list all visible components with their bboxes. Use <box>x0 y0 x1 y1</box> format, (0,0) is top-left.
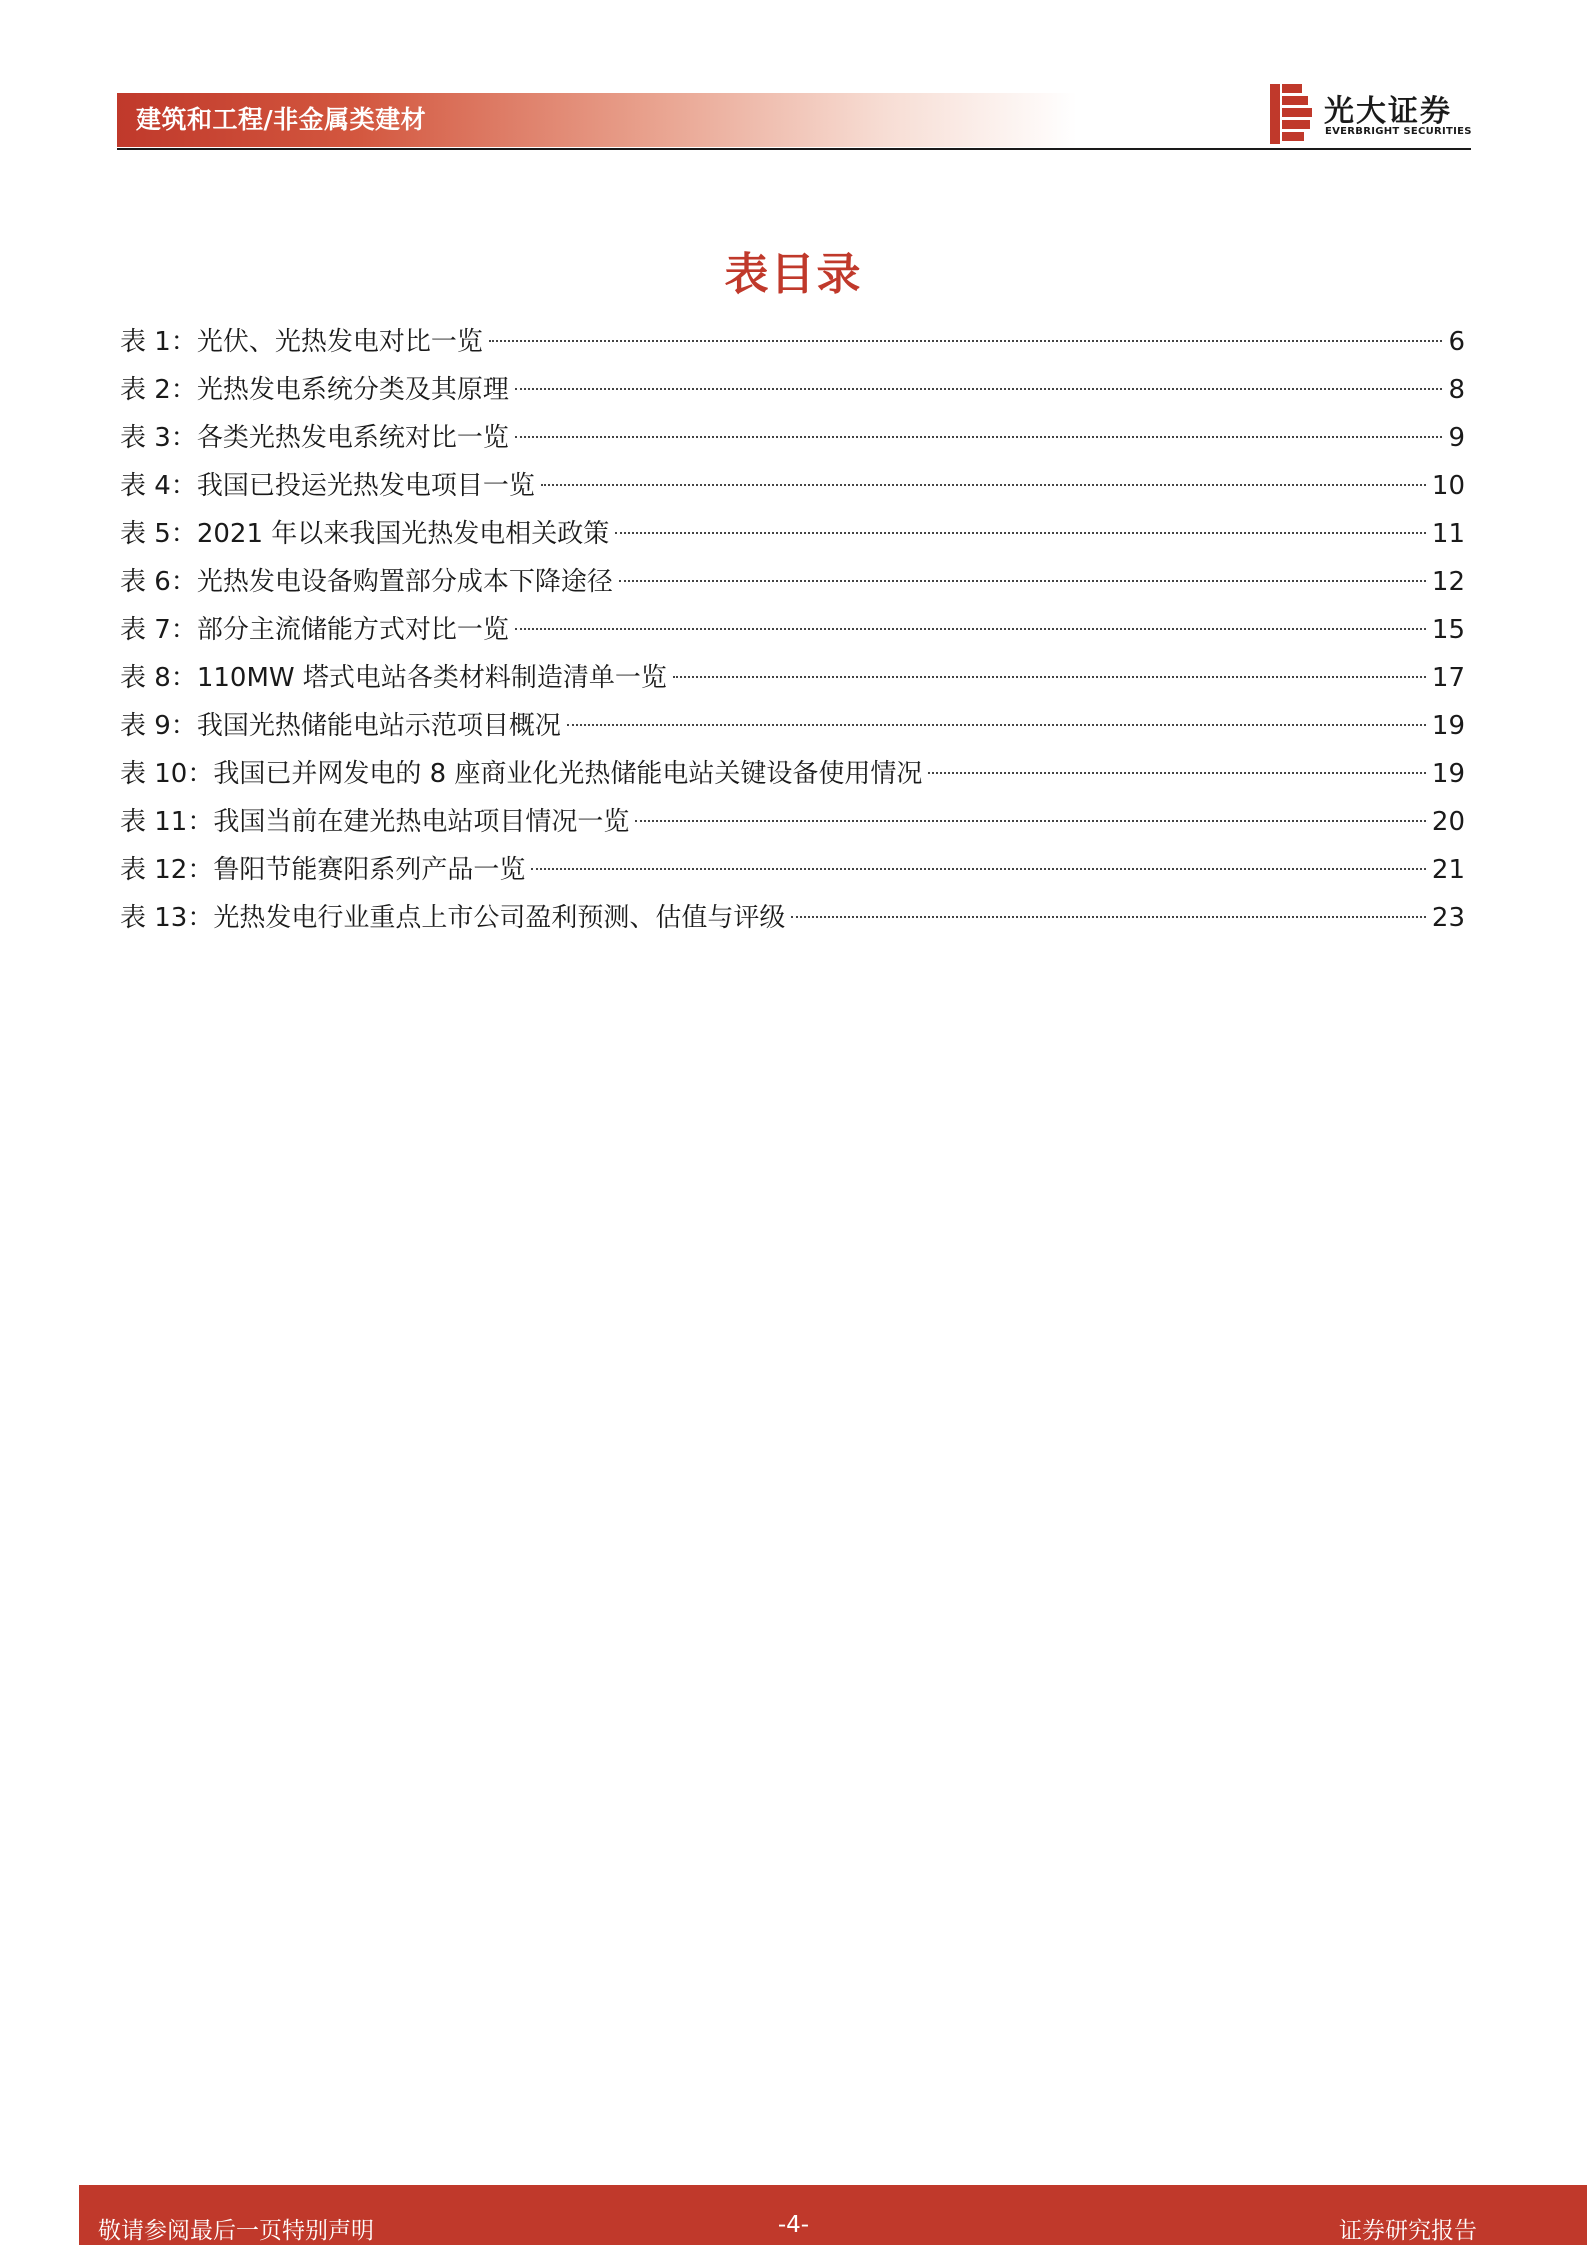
toc-dot-leader <box>635 820 1426 822</box>
toc-entry-page: 9 <box>1448 423 1465 453</box>
toc-entry-label: 表 9： <box>120 711 197 741</box>
toc-entry[interactable] <box>120 510 1465 558</box>
toc-entry[interactable] <box>120 318 1465 366</box>
toc-entry[interactable] <box>120 846 1465 894</box>
toc-entry-title: 110MW 塔式电站各类材料制造清单一览 <box>196 663 667 693</box>
toc-entry-label: 表 2： <box>120 375 197 405</box>
toc-entry-page: 12 <box>1431 567 1465 597</box>
toc-entry-page: 21 <box>1431 855 1465 885</box>
toc-entry-label: 表 11： <box>120 807 214 837</box>
toc-entry-label: 表 3： <box>120 423 197 453</box>
toc-dot-leader <box>619 580 1426 582</box>
toc-entry-label: 表 7： <box>120 615 197 645</box>
footer-report-type: 证券研究报告 <box>1339 2218 1477 2244</box>
toc-entry-label: 表 1： <box>120 327 197 357</box>
toc-entry-label: 表 5： <box>120 519 197 549</box>
toc-dot-leader <box>515 628 1426 630</box>
toc-entry-label: 表 12： <box>120 855 214 885</box>
toc-entry-label: 表 10： <box>120 759 214 789</box>
toc-entry-title: 光伏、光热发电对比一览 <box>196 327 483 357</box>
toc-entry[interactable] <box>120 702 1465 750</box>
logo-english-name: EVERBRIGHT SECURITIES <box>1325 126 1472 137</box>
toc-dot-leader <box>489 340 1443 342</box>
everbright-logo-icon <box>1270 84 1312 144</box>
toc-entry[interactable] <box>120 606 1465 654</box>
toc-entry-page: 6 <box>1448 327 1465 357</box>
toc-entry[interactable] <box>120 894 1465 942</box>
toc-entry-page: 17 <box>1431 663 1465 693</box>
toc-entry-title: 2021 年以来我国光热发电相关政策 <box>196 519 610 549</box>
toc-entry-label: 表 4： <box>120 471 197 501</box>
toc-dot-leader <box>673 676 1426 678</box>
toc-entry-page: 23 <box>1431 903 1465 933</box>
header-divider <box>117 148 1471 150</box>
toc-dot-leader <box>531 868 1426 870</box>
toc-entry[interactable] <box>120 414 1465 462</box>
toc-entry-title: 我国当前在建光热电站项目情况一览 <box>213 807 630 837</box>
toc-dot-leader <box>515 436 1443 438</box>
toc-entry-page: 19 <box>1431 711 1465 741</box>
toc-entry-title: 各类光热发电系统对比一览 <box>196 423 509 453</box>
toc-entry-title: 我国光热储能电站示范项目概况 <box>196 711 561 741</box>
toc-dot-leader <box>567 724 1426 726</box>
toc-entry[interactable] <box>120 462 1465 510</box>
brand-logo <box>1270 84 1470 144</box>
toc-entry-page: 11 <box>1431 519 1465 549</box>
page-number: -4- <box>777 2212 810 2238</box>
toc-dot-leader <box>928 772 1425 774</box>
toc-dot-leader <box>615 532 1426 534</box>
toc-entry-page: 15 <box>1431 615 1465 645</box>
toc-entry-label: 表 8： <box>120 663 197 693</box>
toc-entry-title: 鲁阳节能赛阳系列产品一览 <box>213 855 526 885</box>
toc-entry-page: 20 <box>1431 807 1465 837</box>
toc-entry[interactable] <box>120 558 1465 606</box>
header-section-title: 建筑和工程/非金属类建材 <box>136 105 427 134</box>
toc-entry-page: 10 <box>1431 471 1465 501</box>
toc-entry-title: 我国已投运光热发电项目一览 <box>196 471 535 501</box>
toc-entry-label: 表 13： <box>120 903 214 933</box>
toc-entry[interactable] <box>120 750 1465 798</box>
toc-entry[interactable] <box>120 654 1465 702</box>
toc-entry-title: 光热发电行业重点上市公司盈利预测、估值与评级 <box>213 903 786 933</box>
toc-entry-title: 光热发电系统分类及其原理 <box>196 375 509 405</box>
toc-entry[interactable] <box>120 366 1465 414</box>
table-of-contents <box>120 318 1465 942</box>
toc-dot-leader <box>791 916 1426 918</box>
toc-entry-title: 我国已并网发电的 8 座商业化光热储能电站关键设备使用情况 <box>213 759 923 789</box>
toc-entry-title: 部分主流储能方式对比一览 <box>196 615 509 645</box>
toc-dot-leader <box>541 484 1426 486</box>
toc-entry[interactable] <box>120 798 1465 846</box>
logo-chinese-name: 光大证券 <box>1324 94 1452 129</box>
toc-entry-page: 8 <box>1448 375 1465 405</box>
toc-dot-leader <box>515 388 1443 390</box>
toc-entry-title: 光热发电设备购置部分成本下降途径 <box>196 567 613 597</box>
page-title: 表目录 <box>724 249 863 300</box>
toc-entry-label: 表 6： <box>120 567 197 597</box>
toc-entry-page: 19 <box>1431 759 1465 789</box>
footer-disclaimer-link[interactable]: 敬请参阅最后一页特别声明 <box>98 2218 374 2244</box>
